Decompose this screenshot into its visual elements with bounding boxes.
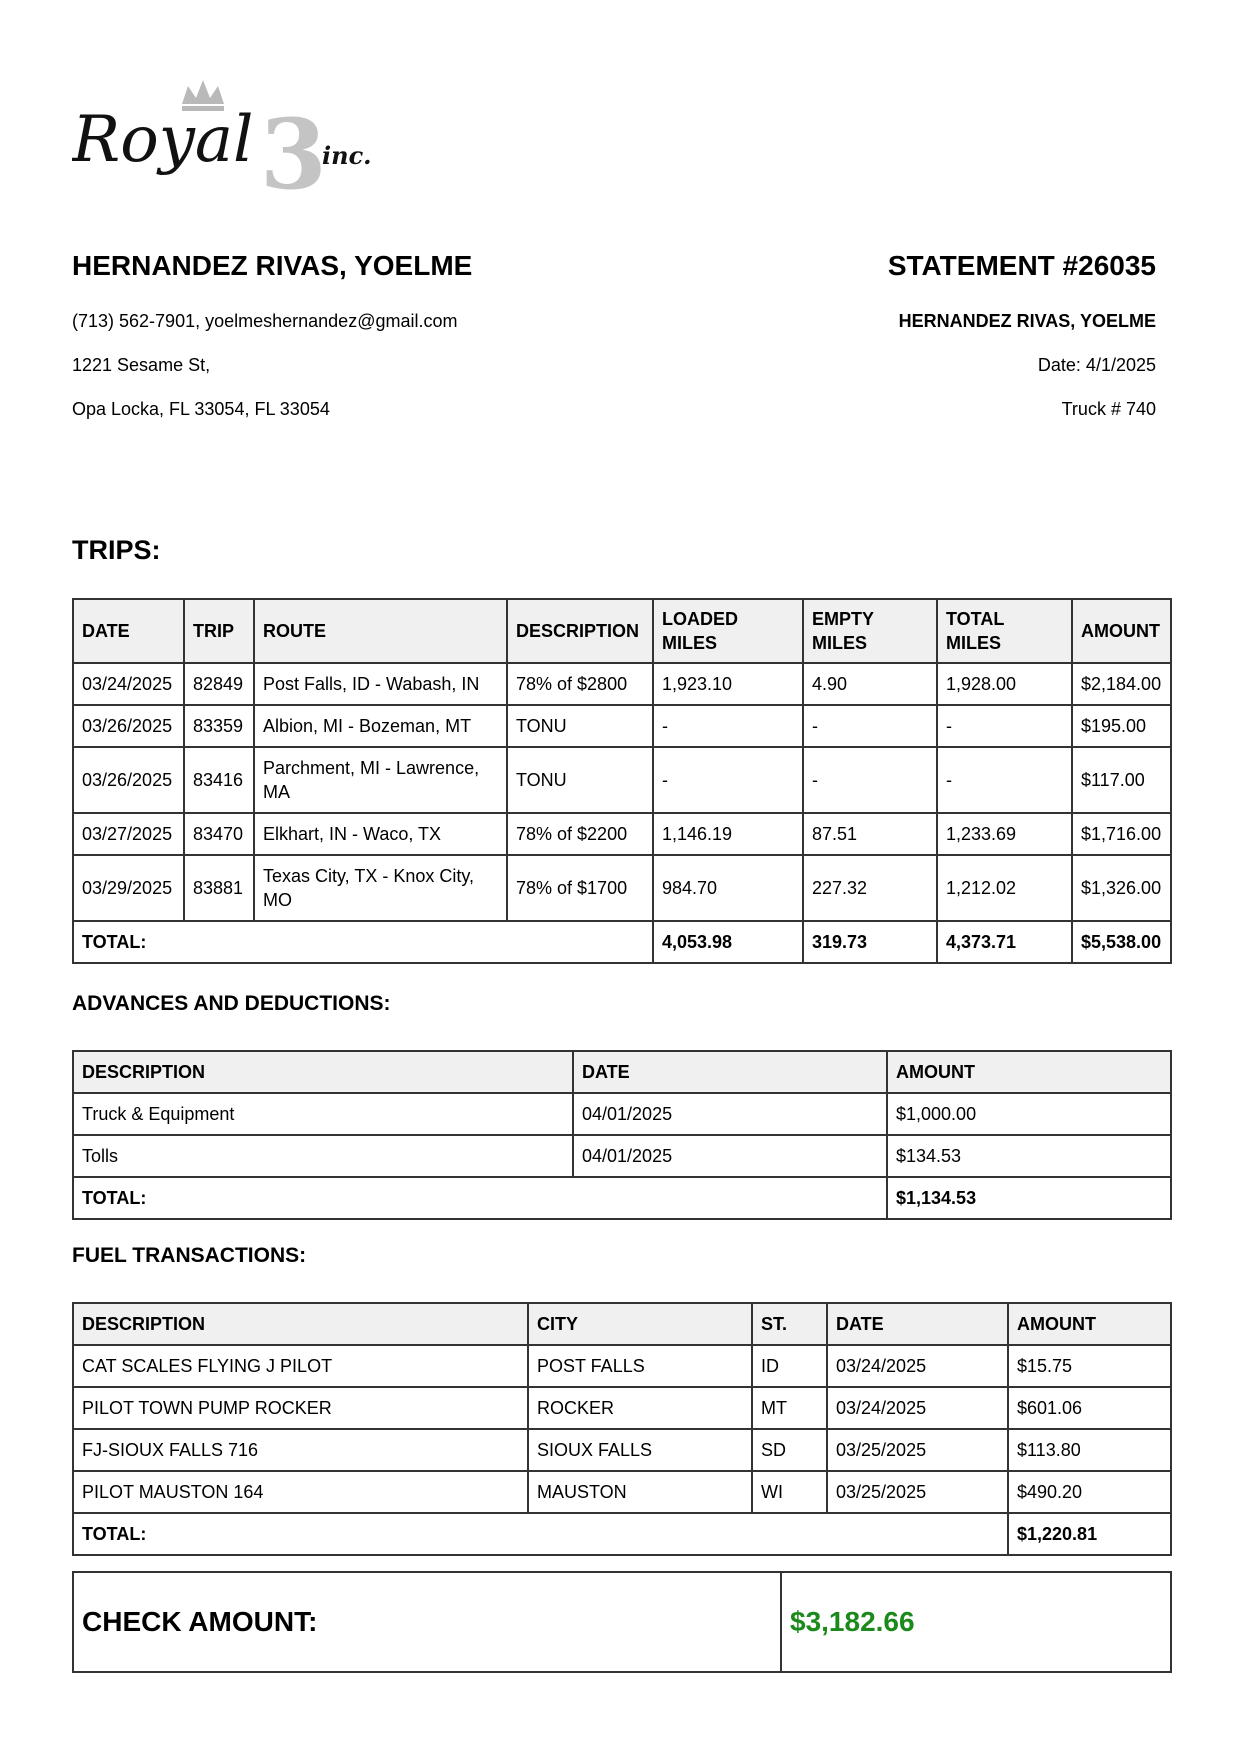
table-cell: 1,233.69	[937, 813, 1072, 855]
advances-table	[72, 1050, 1172, 1220]
column-header: LOADED MILES	[653, 599, 803, 663]
statement-date: Date: 4/1/2025	[1037, 355, 1156, 375]
table-cell: 03/24/2025	[73, 663, 184, 705]
table-row	[73, 1471, 1171, 1513]
table-cell: $15.75	[1008, 1345, 1171, 1387]
table-cell: TONU	[507, 705, 653, 747]
table-row	[73, 705, 1171, 747]
table-header-row	[73, 599, 1171, 663]
table-cell: WI	[752, 1471, 827, 1513]
table-cell: PILOT TOWN PUMP ROCKER	[73, 1387, 528, 1429]
table-cell: $134.53	[887, 1135, 1171, 1177]
table-cell: MAUSTON	[528, 1471, 752, 1513]
column-header: DESCRIPTION	[507, 599, 653, 663]
table-cell: Truck & Equipment	[73, 1093, 573, 1135]
table-cell: 83416	[184, 747, 254, 813]
company-logo	[72, 76, 392, 196]
statement-truck: Truck # 740	[1061, 399, 1156, 419]
table-cell: $601.06	[1008, 1387, 1171, 1429]
table-total-row	[73, 1513, 1171, 1555]
table-row	[73, 1429, 1171, 1471]
table-total-row	[73, 1177, 1171, 1219]
column-header: DESCRIPTION	[73, 1303, 528, 1345]
check-row	[73, 1572, 1171, 1672]
table-row	[73, 1135, 1171, 1177]
table-cell: 4.90	[803, 663, 937, 705]
driver-name: HERNANDEZ RIVAS, YOELME	[72, 250, 473, 281]
table-cell: Texas City, TX - Knox City, MO	[254, 855, 507, 921]
total-label: TOTAL:	[73, 1177, 887, 1219]
total-amount: $5,538.00	[1072, 921, 1171, 963]
column-header: AMOUNT	[887, 1051, 1171, 1093]
table-cell: CAT SCALES FLYING J PILOT	[73, 1345, 528, 1387]
driver-address-line2: Opa Locka, FL 33054, FL 33054	[72, 399, 330, 419]
check-amount-value: $3,182.66	[781, 1572, 1171, 1672]
table-row	[73, 1093, 1171, 1135]
table-cell: -	[653, 705, 803, 747]
total-loaded-miles: 4,053.98	[653, 921, 803, 963]
table-cell: $117.00	[1072, 747, 1171, 813]
table-cell: -	[803, 747, 937, 813]
table-total-row	[73, 921, 1171, 963]
check-amount-label: CHECK AMOUNT:	[73, 1572, 781, 1672]
column-header: AMOUNT	[1008, 1303, 1171, 1345]
table-cell: PILOT MAUSTON 164	[73, 1471, 528, 1513]
table-cell: -	[653, 747, 803, 813]
table-row	[73, 1345, 1171, 1387]
table-cell: $1,000.00	[887, 1093, 1171, 1135]
table-row	[73, 747, 1171, 813]
column-header: AMOUNT	[1072, 599, 1171, 663]
svg-text:3: 3	[260, 98, 327, 196]
column-header: DESCRIPTION	[73, 1051, 573, 1093]
svg-text:inc.: inc.	[322, 141, 372, 170]
table-cell: 03/26/2025	[73, 705, 184, 747]
table-cell: 82849	[184, 663, 254, 705]
table-cell: 03/29/2025	[73, 855, 184, 921]
total-label: TOTAL:	[73, 921, 653, 963]
statement-title: STATEMENT #26035	[887, 250, 1156, 281]
table-cell: $1,326.00	[1072, 855, 1171, 921]
table-cell: $490.20	[1008, 1471, 1171, 1513]
table-row	[73, 855, 1171, 921]
fuel-table	[72, 1302, 1172, 1556]
table-row	[73, 663, 1171, 705]
table-cell: 227.32	[803, 855, 937, 921]
trips-table	[72, 598, 1172, 964]
table-cell: 984.70	[653, 855, 803, 921]
table-cell: -	[937, 747, 1072, 813]
table-row	[73, 813, 1171, 855]
table-cell: -	[937, 705, 1072, 747]
table-cell: 78% of $1700	[507, 855, 653, 921]
column-header: DATE	[573, 1051, 887, 1093]
table-cell: SIOUX FALLS	[528, 1429, 752, 1471]
column-header: TOTAL MILES	[937, 599, 1072, 663]
statement-name: HERNANDEZ RIVAS, YOELME	[898, 311, 1156, 331]
check-amount-box	[72, 1571, 1172, 1673]
total-empty-miles: 319.73	[803, 921, 937, 963]
table-cell: 78% of $2200	[507, 813, 653, 855]
table-cell: 03/24/2025	[827, 1345, 1008, 1387]
column-header: ST.	[752, 1303, 827, 1345]
advances-heading: ADVANCES AND DEDUCTIONS:	[72, 992, 391, 1015]
table-cell: 03/25/2025	[827, 1471, 1008, 1513]
table-cell: 1,923.10	[653, 663, 803, 705]
table-cell: MT	[752, 1387, 827, 1429]
column-header: EMPTY MILES	[803, 599, 937, 663]
table-cell: SD	[752, 1429, 827, 1471]
table-cell: ID	[752, 1345, 827, 1387]
table-cell: 83359	[184, 705, 254, 747]
table-cell: $1,716.00	[1072, 813, 1171, 855]
table-cell: $2,184.00	[1072, 663, 1171, 705]
table-row	[73, 1387, 1171, 1429]
table-cell: $113.80	[1008, 1429, 1171, 1471]
table-cell: FJ-SIOUX FALLS 716	[73, 1429, 528, 1471]
table-cell: ROCKER	[528, 1387, 752, 1429]
table-cell: 03/26/2025	[73, 747, 184, 813]
table-cell: 03/25/2025	[827, 1429, 1008, 1471]
table-header-row	[73, 1051, 1171, 1093]
table-cell: Albion, MI - Bozeman, MT	[254, 705, 507, 747]
column-header: ROUTE	[254, 599, 507, 663]
total-label: TOTAL:	[73, 1513, 1008, 1555]
table-cell: 1,146.19	[653, 813, 803, 855]
table-cell: -	[803, 705, 937, 747]
total-amount: $1,220.81	[1008, 1513, 1171, 1555]
table-cell: POST FALLS	[528, 1345, 752, 1387]
table-header-row	[73, 1303, 1171, 1345]
table-cell: 04/01/2025	[573, 1135, 887, 1177]
svg-text:Royal: Royal	[72, 103, 254, 177]
table-cell: 78% of $2800	[507, 663, 653, 705]
trips-heading: TRIPS:	[72, 535, 161, 565]
table-cell: 83881	[184, 855, 254, 921]
table-cell: 03/27/2025	[73, 813, 184, 855]
total-amount: $1,134.53	[887, 1177, 1171, 1219]
table-cell: Elkhart, IN - Waco, TX	[254, 813, 507, 855]
fuel-heading: FUEL TRANSACTIONS:	[72, 1244, 307, 1267]
table-cell: TONU	[507, 747, 653, 813]
table-cell: 83470	[184, 813, 254, 855]
table-cell: Parchment, MI - Lawrence, MA	[254, 747, 507, 813]
table-cell: Tolls	[73, 1135, 573, 1177]
driver-address-line1: 1221 Sesame St,	[72, 355, 211, 375]
column-header: DATE	[827, 1303, 1008, 1345]
table-cell: 04/01/2025	[573, 1093, 887, 1135]
table-cell: 03/24/2025	[827, 1387, 1008, 1429]
table-cell: 1,928.00	[937, 663, 1072, 705]
table-cell: 1,212.02	[937, 855, 1072, 921]
column-header: CITY	[528, 1303, 752, 1345]
table-cell: 87.51	[803, 813, 937, 855]
total-miles: 4,373.71	[937, 921, 1072, 963]
table-cell: Post Falls, ID - Wabash, IN	[254, 663, 507, 705]
table-cell: $195.00	[1072, 705, 1171, 747]
column-header: DATE	[73, 599, 184, 663]
driver-contact: (713) 562-7901, yoelmeshernandez@gmail.com	[72, 311, 458, 331]
column-header: TRIP	[184, 599, 254, 663]
